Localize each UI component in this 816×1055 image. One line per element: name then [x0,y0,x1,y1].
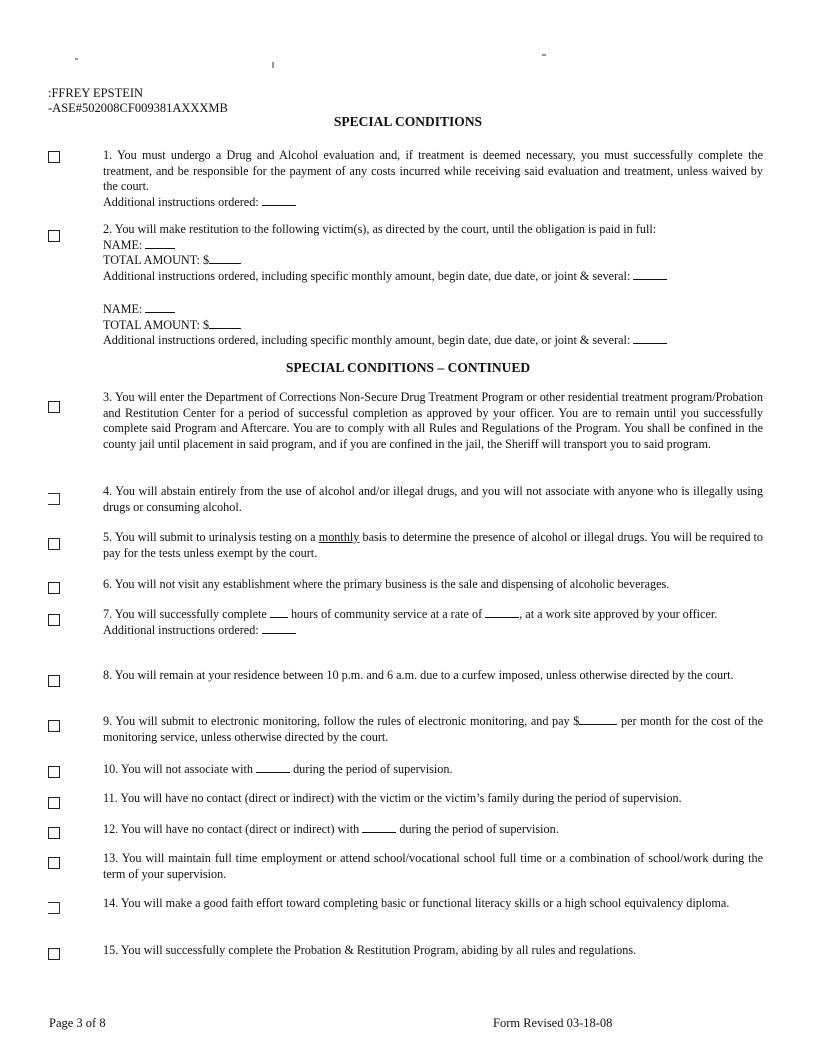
condition-4: 4. You will abstain entirely from the use of alcohol and/or illegal drugs, and you will not associate with anyone who is illegally using drugs or consuming alcohol. [103,484,763,514]
restitution-name-2: NAME: [103,302,763,318]
condition-11: 11. You will have no contact (direct or indirect) with the victim or the victim’s family during the period of supervision. [103,791,682,805]
restitution-victim-2 [103,302,763,349]
blank-field[interactable] [145,312,175,313]
blank-field[interactable] [145,248,175,249]
blank-field[interactable] [262,205,296,206]
blank-field[interactable] [633,343,667,344]
condition-2-checkbox[interactable] [48,230,60,242]
defendant-name: :FFREY EPSTEIN [48,86,144,100]
restitution-name-1: NAME: [103,238,763,254]
condition-11-checkbox[interactable] [48,797,60,809]
blank-field[interactable] [633,279,667,280]
condition-8-checkbox[interactable] [48,675,60,687]
condition-7-checkbox[interactable] [48,614,60,626]
condition-12: 12. You will have no contact (direct or indirect) with during the period of supervision. [103,822,559,836]
condition-14-checkbox[interactable] [48,902,60,914]
condition-6: 6. You will not visit any establishment where the primary business is the sale and dispensing of alcoholic beverages. [103,577,670,591]
condition-15-checkbox[interactable] [48,948,60,960]
blank-field[interactable] [256,772,290,773]
condition-2 [103,222,763,284]
condition-2-text: 2. You will make restitution to the following victim(s), as directed by the court, until the obligation is paid in full: [103,222,657,236]
restitution-additional-1: Additional instructions ordered, including specific monthly amount, begin date, due date, or joint & several: [103,269,763,285]
condition-5-checkbox[interactable] [48,538,60,550]
condition-10-checkbox[interactable] [48,766,60,778]
special-conditions-continued-title: SPECIAL CONDITIONS – CONTINUED [285,360,531,375]
condition-10: 10. You will not associate with during the period of supervision. [103,762,453,776]
restitution-additional-2: Additional instructions ordered, including specific monthly amount, begin date, due date, or joint & several: [103,333,763,349]
special-conditions-title: SPECIAL CONDITIONS [333,114,483,129]
condition-1-text: 1. You must undergo a Drug and Alcohol evaluation and, if treatment is deemed necessary, you must successfully complete the treatment, and be responsible for the payment of any costs incurred while receiving said evaluation and treatment, unless waived by the court. [103,148,763,193]
condition-3-checkbox[interactable] [48,401,60,413]
page-number: Page 3 of 8 [49,1016,106,1030]
blank-field[interactable] [485,617,519,618]
condition-13-checkbox[interactable] [48,857,60,869]
blank-field[interactable] [270,617,288,618]
condition-1-checkbox[interactable] [48,151,60,163]
condition-15: 15. You will successfully complete the Probation & Restitution Program, abiding by all rules and regulations. [103,943,637,957]
condition-7-additional: Additional instructions ordered: [103,623,763,639]
condition-1 [103,148,763,210]
blank-field[interactable] [262,633,296,634]
condition-9-checkbox[interactable] [48,720,60,732]
case-number: -ASE#502008CF009381AXXXMB [48,101,228,115]
scan-speck [542,54,546,56]
condition-5: 5. You will submit to urinalysis testing on a monthly basis to determine the presence of alcohol or illegal drugs. You will be required to pay for the tests unless exempt by the court. [103,530,764,560]
blank-field[interactable] [209,263,241,264]
scan-speck [272,62,274,68]
condition-13: 13. You will maintain full time employment or attend school/vocational school full time or a combination of school/work during the term of your supervision. [103,851,763,881]
form-revised-date: Form Revised 03-18-08 [493,1016,613,1030]
condition-4-checkbox[interactable] [48,493,60,505]
blank-field[interactable] [579,724,617,725]
case-header [48,86,228,116]
condition-3: 3. You will enter the Department of Corrections Non-Secure Drug Treatment Program or other residential treatment program/Probation and Restitution Center for a period of successful completion as approved by your officer. You are to remain until you successfully complete said Program and Aftercare. You are to comply with all Rules and Regulations of the Program. You shall be confined in the county jail until placement in said program, and if you are confined in the jail, the Sheriff will transport you to said program. [103,390,763,451]
restitution-amount-1: TOTAL AMOUNT: $ [103,253,763,269]
testing-frequency: monthly [318,530,360,544]
condition-14: 14. You will make a good faith effort toward completing basic or functional literacy skills or a high school equivalency diploma. [103,896,730,910]
condition-12-checkbox[interactable] [48,827,60,839]
condition-6-checkbox[interactable] [48,582,60,594]
condition-7 [103,607,763,638]
condition-1-additional: Additional instructions ordered: [103,195,763,211]
blank-field[interactable] [209,328,241,329]
condition-9: 9. You will submit to electronic monitoring, follow the rules of electronic monitoring, and pay $ per month for the cost of the monitoring service, unless otherwise directed by the court. [103,714,764,744]
blank-field[interactable] [362,832,396,833]
condition-8: 8. You will remain at your residence between 10 p.m. and 6 a.m. due to a curfew imposed, unless otherwise directed by the court. [103,668,734,682]
scan-speck [75,58,78,60]
condition-7-text: 7. You will successfully complete hours of community service at a rate of , at a work site approved by your officer. [103,607,718,621]
restitution-amount-2: TOTAL AMOUNT: $ [103,318,763,334]
